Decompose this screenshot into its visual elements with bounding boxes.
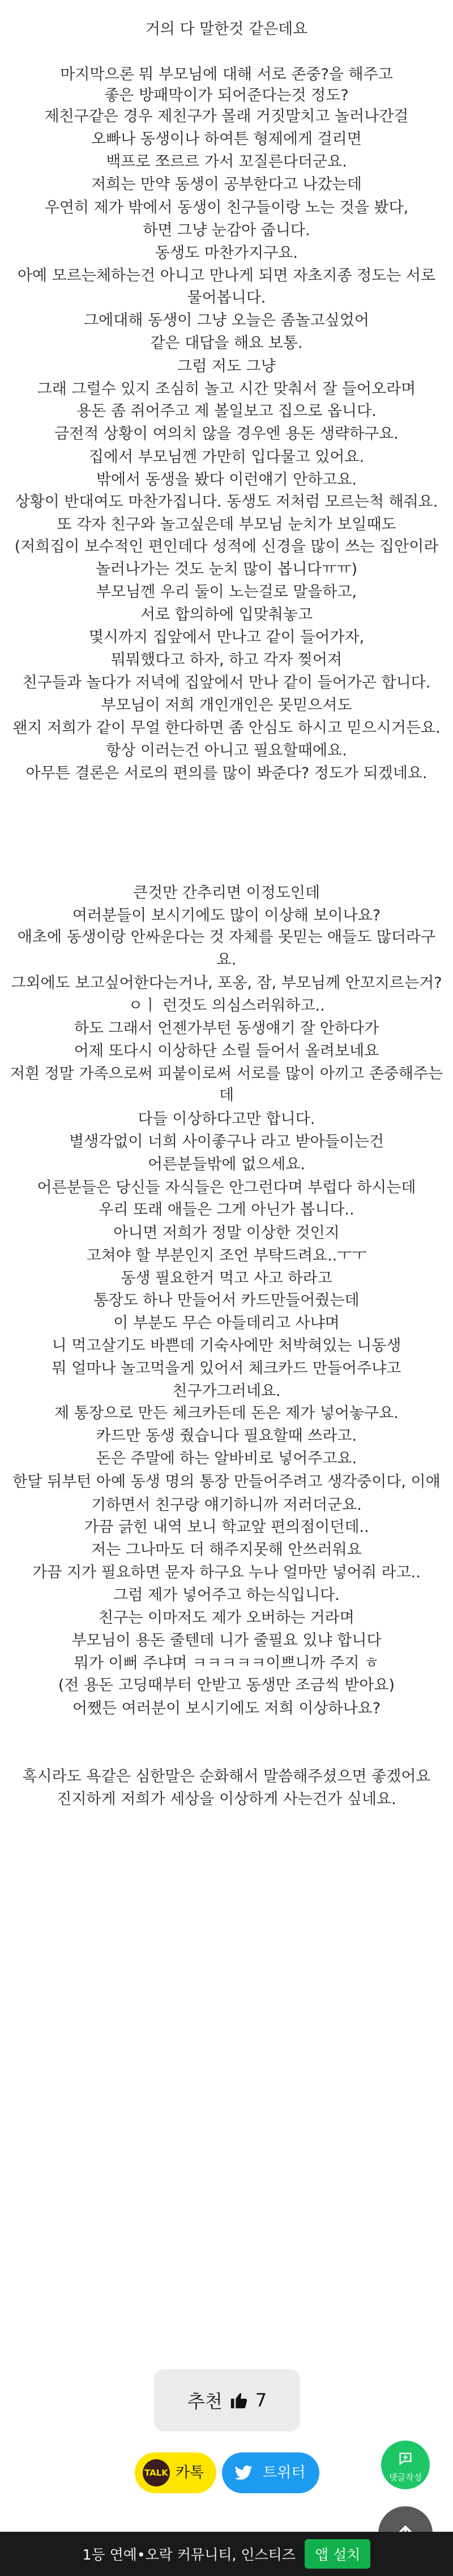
- article-line: 하면 그냥 눈감아 줍니다.: [143, 222, 310, 239]
- article-line: 여러분들이 보시기에도 많이 이상해 보이나요?: [72, 907, 381, 924]
- kakao-share-label: 카톡: [176, 2464, 204, 2481]
- app-install-button[interactable]: 앱 설치: [305, 2539, 370, 2569]
- write-comment-label: 댓글작성: [389, 2472, 422, 2482]
- article-line: 제친구같은 경우 제친구가 몰래 거짓말치고 놀러나간걸: [44, 108, 409, 125]
- article-line: 통장도 하나 만들어서 카드만들어줬는데: [93, 1292, 360, 1309]
- article-line: 다들 이상하다고만 합니다.: [138, 1110, 315, 1128]
- article-line: 몇시까지 집앞에서 만나고 같이 들어가자,: [88, 629, 365, 646]
- article-line: 저흰 정말 가족으로써 피붙이로써 서로를 많이 아끼고 존중해주는: [10, 1065, 443, 1083]
- recommend-button[interactable]: [154, 2369, 300, 2431]
- article-line: 물어봅니다.: [187, 289, 266, 307]
- article-line: (전 용돈 고딩때부터 안받고 동생만 조금씩 받아요): [58, 1677, 395, 1694]
- article-line: 가끔 지가 필요하면 문자 하구요 누나 얼마만 넣어줘 라고..: [32, 1564, 421, 1581]
- article-line: 별생각없이 너희 사이좋구나 라고 받아들이는건: [69, 1133, 384, 1151]
- article-line: 동생 필요한거 먹고 사고 하라고: [121, 1270, 332, 1287]
- article-line: 왠지 저희가 같이 무얼 한다하면 좀 안심도 하시고 믿으시거든요.: [12, 719, 441, 737]
- article-line: 뭐가 이뻐 주냐며 ㅋㅋㅋㅋㅋ이쁘니까 주지 ㅎ: [74, 1654, 379, 1672]
- article-line: 데: [219, 1087, 234, 1104]
- article-line: 어쨌든 여러분이 보시기에도 저희 이상하나요?: [72, 1700, 381, 1717]
- article-line: 요.: [216, 951, 237, 969]
- article-line: 가끔 긁힌 내역 보니 학교앞 편의점이던데..: [84, 1518, 369, 1536]
- article-line: 저는 그나마도 더 해주지못해 안쓰러워요: [91, 1541, 362, 1559]
- article-line: 저희는 만약 동생이 공부한다고 나갔는데: [91, 176, 362, 193]
- article-line: 카드만 동생 줬습니다 필요할때 쓰라고.: [96, 1427, 357, 1445]
- recommend-label: 추천: [187, 2391, 223, 2412]
- kakao-share-button[interactable]: [135, 2452, 216, 2493]
- article-line: 그외에도 보고싶어한다는거나, 포옹, 잠, 부모님께 안꼬지르는거?: [11, 974, 442, 992]
- article-line: 진지하게 저희가 세상을 이상하게 사는건가 싶네요.: [57, 1790, 396, 1808]
- recommend-count: 7: [255, 2390, 267, 2411]
- article-line: 뭐 얼마나 놀고먹을게 있어서 체크카드 만들어주냐고: [52, 1360, 401, 1377]
- article-line: 오빠나 동생이나 하여튼 형제에게 걸리면: [91, 130, 362, 148]
- article-line: 아니면 저희가 정말 이상한 것인지: [113, 1224, 340, 1242]
- article-line: ㅇㅣ 런것도 의심스러워하고..: [128, 997, 325, 1015]
- article-line: 금전적 상황이 여의치 않을 경우엔 용돈 생략하구요.: [54, 425, 399, 443]
- article-line: 고쳐야 할 부분인지 조언 부탁드려요..ㅜㅜ: [86, 1247, 367, 1264]
- app-install-banner: [0, 2532, 453, 2576]
- article-line: 그에대해 동생이 그냥 오늘은 좀놀고싶었어: [84, 312, 369, 329]
- article-line: 마지막으론 뭐 부모님에 대해 서로 존중?을 해주고: [60, 66, 393, 83]
- article-line: 우리 또래 애들은 그게 아닌가 봅니다..: [99, 1201, 354, 1219]
- article-line: 어제 또다시 이상하단 소릴 들어서 올려보네요: [74, 1042, 379, 1060]
- article-line: 친구가그러네요.: [172, 1382, 281, 1400]
- article-line: 상황이 반대여도 마찬가집니다. 동생도 저처럼 모르는척 해줘요.: [15, 493, 438, 511]
- article-line: 돈은 주말에 하는 알바비로 넣어주고요.: [96, 1450, 357, 1467]
- article-line: (저희집이 보수적인 편인데다 성적에 신경을 많이 쓰는 집안이라: [14, 538, 439, 555]
- kakaotalk-icon: [143, 2459, 170, 2486]
- article-line: 그럼 제가 넣어주고 하는식입니다.: [113, 1586, 340, 1604]
- article-line: 백프로 쪼르르 가서 꼬질른다더군요.: [106, 153, 347, 171]
- kakaotalk-icon-text: TALK: [144, 2468, 168, 2478]
- twitter-share-button[interactable]: [222, 2452, 319, 2493]
- article-line: 밖에서 동생을 봤다 이런얘기 안하고요.: [96, 471, 357, 489]
- article-line: 어른분들은 당신들 자식들은 안그런다며 부럽다 하시는데: [37, 1179, 416, 1196]
- article-line: 혹시라도 욕같은 심한말은 순화해서 말씀해주셨으면 좋겠어요: [22, 1768, 431, 1785]
- comment-plus-icon: [398, 2451, 413, 2467]
- article-line: 친구들과 놀다가 저녁에 집앞에서 만나 같이 들어가곤 합니다.: [22, 674, 431, 691]
- thumbs-up-icon: [229, 2391, 249, 2410]
- article-line: 용돈 좀 쥐어주고 제 볼일보고 집으로 옵니다.: [76, 402, 377, 420]
- article-line: 동생도 마찬가지구요.: [155, 244, 298, 262]
- article-line: 집에서 부모님껜 가만히 입다물고 있어요.: [88, 448, 365, 466]
- article-line: 부모님이 용돈 줄텐데 니가 줄필요 있냐 합니다: [71, 1632, 382, 1649]
- twitter-bird-icon: [230, 2459, 257, 2486]
- article-line: 거의 다 말한것 같은데요: [145, 20, 308, 38]
- article-line: 항상 이러는건 아니고 필요할때에요.: [106, 742, 347, 759]
- article-line: 부모님이 저희 개인개인은 못믿으셔도: [101, 697, 352, 714]
- article-line: 큰것만 간추리면 이정도인데: [133, 884, 320, 902]
- article-line: 서로 합의하에 입맞춰놓고: [140, 606, 313, 623]
- article-line: 한달 뒤부턴 아예 동생 명의 통장 만들어주려고 생각중이다, 이얘: [12, 1473, 441, 1491]
- write-comment-fab[interactable]: [381, 2441, 430, 2489]
- twitter-share-label: 트위터: [263, 2464, 306, 2481]
- article-line: 기하면서 친구랑 얘기하니까 저러더군요.: [91, 1496, 362, 1514]
- article-line: 뭐뭐했다고 하자, 하고 각자 찢어져: [110, 651, 343, 669]
- article-line: 아예 모르는체하는건 아니고 만나게 되면 자초지종 정도는 서로: [17, 267, 436, 285]
- article-line: 같은 대답을 해요 보통.: [150, 334, 303, 352]
- banner-message: 1등 연예•오락 커뮤니티, 인스티즈: [82, 2547, 296, 2563]
- article-line: 우연히 제가 밖에서 동생이 친구들이랑 노는 것을 봤다,: [44, 199, 409, 217]
- article-line: 아무튼 결론은 서로의 편의를 많이 봐준다? 정도가 되겠네요.: [25, 765, 428, 782]
- article-line: 좋은 방패막이가 되어준다는것 정도?: [104, 87, 349, 104]
- article-line: 그럼 저도 그냥: [177, 358, 276, 375]
- article-line: 또 각자 친구와 놀고싶은데 부모님 눈치가 보일때도: [57, 516, 396, 533]
- article-line: 그래 그럴수 있지 조심히 놀고 시간 맞춰서 잘 들어오라며: [37, 380, 416, 398]
- article-line: 어른분들밖에 없으세요.: [148, 1156, 305, 1173]
- article-line: 니 먹고살기도 바쁜데 기숙사에만 처박혀있는 니동생: [52, 1337, 401, 1355]
- article-line: 이 부분도 무슨 아들데리고 사냐며: [113, 1314, 340, 1332]
- article-line: 놀러나가는 것도 눈치 많이 봅니다ㅠㅠ): [95, 561, 358, 578]
- article-line: 친구는 이마저도 제가 오버하는 거라며: [99, 1609, 354, 1627]
- article-line: 부모님껜 우리 둘이 노는걸로 말을하고,: [96, 583, 357, 601]
- article-line: 제 통장으로 만든 체크카든데 돈은 제가 넣어놓구요.: [54, 1404, 399, 1422]
- article-line: 하도 그래서 언젠가부턴 동생얘기 잘 안하다가: [74, 1020, 379, 1037]
- article-line: 애초에 동생이랑 안싸운다는 것 자체를 못믿는 애들도 많더라구: [17, 928, 436, 946]
